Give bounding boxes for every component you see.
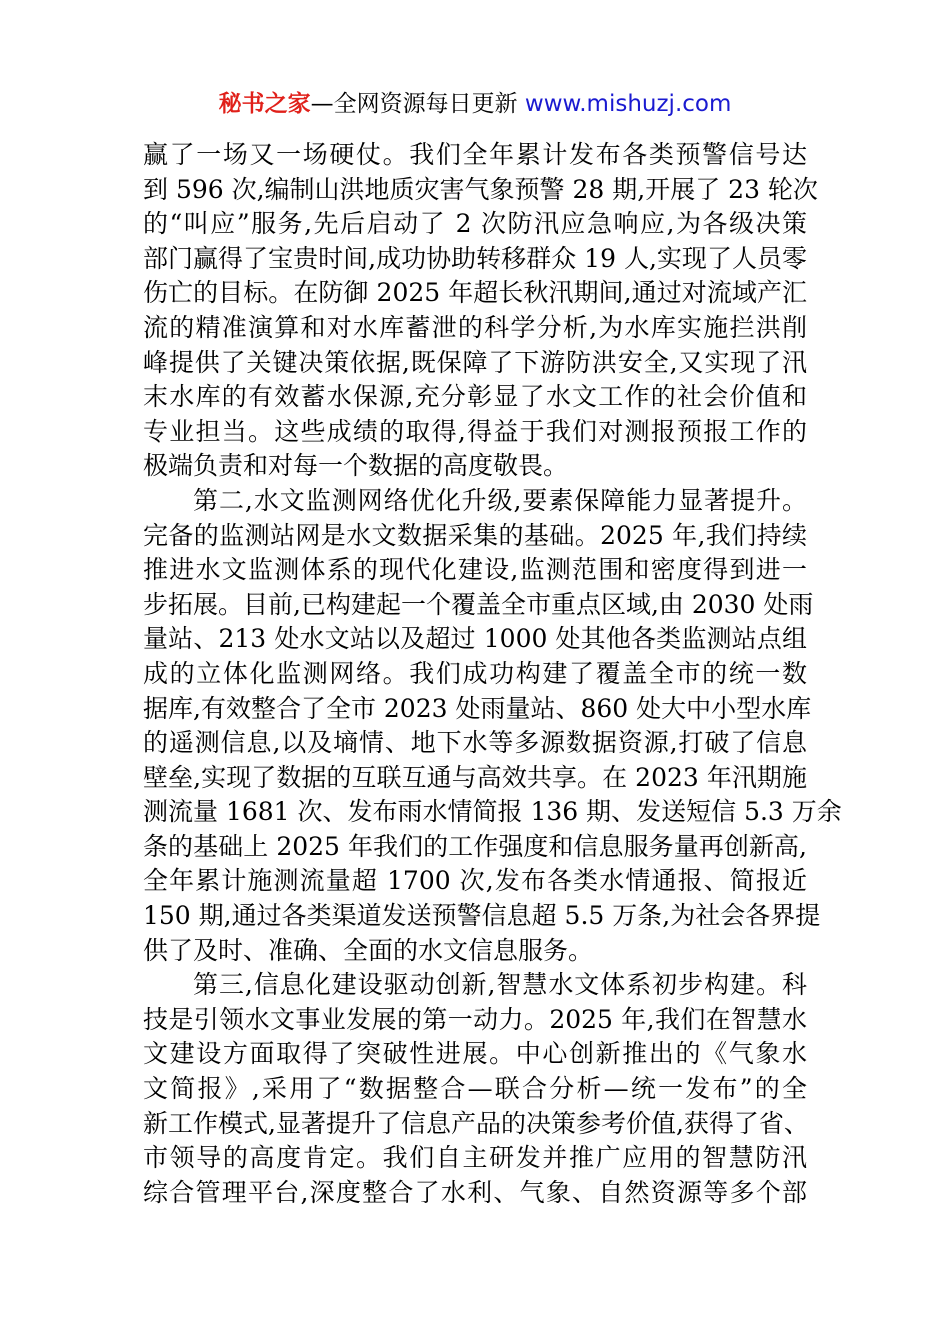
text-line: 极端负责和对每一个数据的高度敬畏。 — [143, 451, 569, 481]
text-line: 量站、213 处水文站以及超过 1000 处其他各类监测站点组 — [143, 624, 807, 654]
header-tagline: —全网资源每日更新 — [310, 91, 518, 117]
text-line: 市领导的高度肯定。我们自主研发并推广应用的智慧防汛 — [143, 1143, 807, 1173]
document-body — [143, 138, 842, 1210]
text-line: 到 596 次,编制山洪地质灾害气象预警 28 期,开展了 23 轮次 — [143, 174, 818, 204]
text-line: 条的基础上 2025 年我们的工作强度和信息服务量再创新高, — [143, 831, 807, 861]
text-line: 综合管理平台,深度整合了水利、气象、自然资源等多个部 — [143, 1177, 807, 1207]
paragraph-3 — [143, 968, 807, 1210]
text-line: 150 期,通过各类渠道发送预警信息超 5.5 万条,为社会各界提 — [143, 901, 821, 931]
text-line: 测流量 1681 次、发布雨水情简报 136 期、发送短信 5.3 万余 — [143, 797, 842, 827]
page-header — [0, 88, 950, 120]
text-line: 完备的监测站网是水文数据采集的基础。2025 年,我们持续 — [143, 520, 807, 550]
text-line: 的遥测信息,以及墒情、地下水等多源数据资源,打破了信息 — [143, 728, 807, 758]
text-line: 成的立体化监测网络。我们成功构建了覆盖全市的统一数 — [143, 658, 807, 688]
text-line: 文简报》,采用了“数据整合—联合分析—统一发布”的全 — [143, 1074, 807, 1104]
text-line: 新工作模式,显著提升了信息产品的决策参考价值,获得了省、 — [143, 1108, 809, 1138]
text-line: 供了及时、准确、全面的水文信息服务。 — [143, 935, 594, 965]
text-line: 推进水文监测体系的现代化建设,监测范围和密度得到进一 — [143, 555, 807, 585]
text-line: 步拓展。目前,已构建起一个覆盖全市重点区域,由 2030 处雨 — [143, 589, 814, 619]
text-line: 据库,有效整合了全市 2023 处雨量站、860 处大中小型水库 — [143, 693, 812, 723]
text-line: 峰提供了关键决策依据,既保障了下游防洪安全,又实现了汛 — [143, 347, 807, 377]
text-line: 伤亡的目标。在防御 2025 年超长秋汛期间,通过对流域产汇 — [143, 278, 807, 308]
site-url-link[interactable]: www.mishuzj.com — [524, 91, 732, 117]
brand-name: 秘书之家 — [218, 91, 311, 117]
text-line: 第三,信息化建设驱动创新,智慧水文体系初步构建。科 — [193, 970, 807, 1000]
text-line: 流的精准演算和对水库蓄泄的科学分析,为水库实施拦洪削 — [143, 312, 807, 342]
text-line: 赢了一场又一场硬仗。我们全年累计发布各类预警信号达 — [143, 140, 807, 169]
text-line: 全年累计施测流量超 1700 次,发布各类水情通报、简报近 — [143, 866, 807, 896]
paragraph-2 — [143, 484, 842, 968]
text-line: 技是引领水文事业发展的第一动力。2025 年,我们在智慧水 — [143, 1004, 807, 1034]
text-line: 第二,水文监测网络优化升级,要素保障能力显著提升。 — [193, 485, 807, 515]
text-line: 专业担当。这些成绩的取得,得益于我们对测报预报工作的 — [143, 416, 807, 446]
text-line: 文建设方面取得了突破性进展。中心创新推出的《气象水 — [143, 1039, 807, 1069]
text-line: 壁垒,实现了数据的互联互通与高效共享。在 2023 年汛期施 — [143, 762, 807, 792]
text-line: 末水库的有效蓄水保源,充分彰显了水文工作的社会价值和 — [143, 382, 807, 412]
text-line: 部门赢得了宝贵时间,成功协助转移群众 19 人,实现了人员零 — [143, 243, 807, 273]
paragraph-1 — [143, 138, 818, 484]
text-line: 的“叫应”服务,先后启动了 2 次防汛应急响应,为各级决策 — [143, 209, 807, 239]
